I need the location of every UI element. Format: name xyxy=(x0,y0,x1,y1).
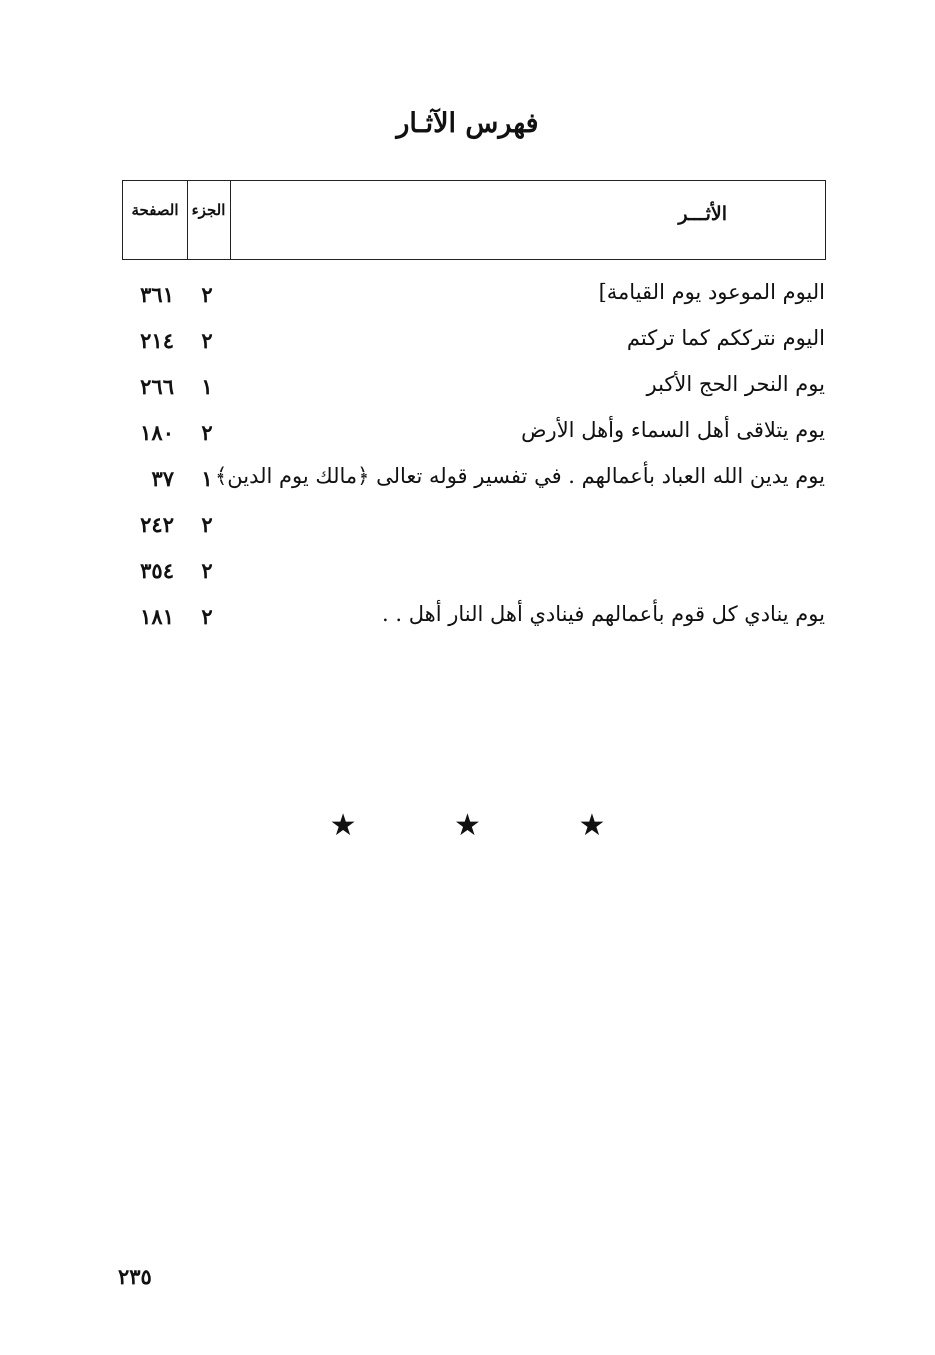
entry-text: يوم ينادي كل قوم بأعمالهم فينادي أهل النار أهل . . xyxy=(382,602,825,626)
entry-text: يوم يتلاقى أهل السماء وأهل الأرض xyxy=(521,418,825,442)
entry-volume: ٢ xyxy=(201,512,213,537)
entry-volume: ١ xyxy=(201,466,213,491)
entry-page: ٣٥٤ xyxy=(140,558,174,583)
table-row xyxy=(0,414,935,458)
page-title: فهرس الآثـار xyxy=(396,108,539,139)
entry-volume: ٢ xyxy=(201,282,213,307)
header-divider xyxy=(187,181,188,259)
header-athar: الأثـــر xyxy=(678,203,727,225)
table-row xyxy=(0,506,935,550)
entry-page: ٣٧ xyxy=(151,466,174,491)
entry-page: ١٨٠ xyxy=(140,420,174,445)
entry-text: اليوم نترككم كما تركتم xyxy=(626,326,825,350)
entry-page: ٢٦٦ xyxy=(140,374,174,399)
entry-volume: ١ xyxy=(201,374,213,399)
table-row xyxy=(0,276,935,320)
table-row xyxy=(0,322,935,366)
entry-text: يوم النحر الحج الأكبر xyxy=(646,372,825,396)
entry-text: اليوم الموعود يوم القيامة] xyxy=(598,280,825,304)
entry-text: يوم يدين الله العباد بأعمالهم . في تفسير قوله تعالى ﴿مالك يوم الدين﴾ xyxy=(214,464,825,488)
entry-page: ١٨١ xyxy=(140,604,174,629)
section-separator-stars: ★ ★ ★ xyxy=(329,808,650,843)
entry-volume: ٢ xyxy=(201,558,213,583)
header-page: الصفحة xyxy=(131,201,179,219)
entry-volume: ٢ xyxy=(201,420,213,445)
table-row xyxy=(0,552,935,596)
header-divider xyxy=(230,181,231,259)
page-number: ٢٣٥ xyxy=(118,1264,152,1289)
entry-page: ٢٤٢ xyxy=(140,512,174,537)
table-row xyxy=(0,598,935,642)
table-row xyxy=(0,368,935,412)
entry-page: ٢١٤ xyxy=(140,328,174,353)
header-volume: الجزء xyxy=(191,201,226,219)
table-row xyxy=(0,460,935,504)
table-header xyxy=(122,180,826,260)
entry-volume: ٢ xyxy=(201,604,213,629)
entry-page: ٣٦١ xyxy=(140,282,174,307)
entry-volume: ٢ xyxy=(201,328,213,353)
